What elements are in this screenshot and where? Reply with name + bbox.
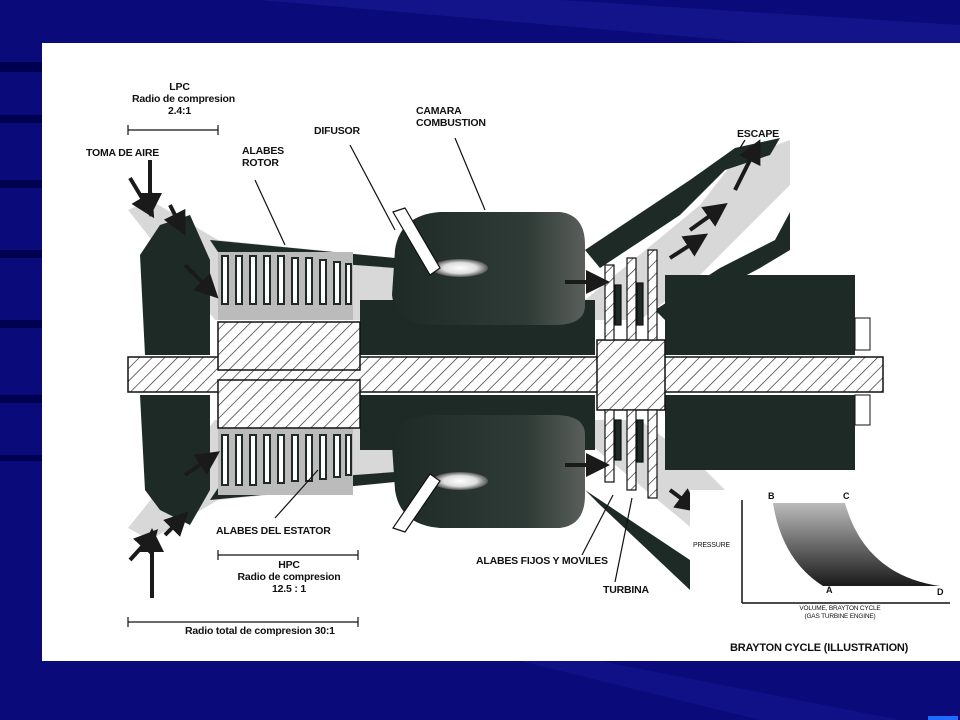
brayton-cycle-area [773,503,940,586]
alabes-fijos-label: ALABES FIJOS Y MOVILES [476,555,608,567]
lower-combustion-chamber [392,415,585,532]
point-c: C [843,491,850,501]
turbine-hub [597,340,665,410]
camara-line1: CAMARA [416,105,462,117]
hpc-label [234,559,344,595]
compressor-drum-lower [218,380,360,428]
hpc-title: HPC [278,559,300,571]
upper-rear-nozzle [855,318,870,350]
camara-combustion-label [416,105,486,129]
upper-turbine-blades [605,250,657,340]
alabes-rotor-label [242,145,284,169]
alabes-estator-label: ALABES DEL ESTATOR [216,525,331,537]
pressure-axis-label: PRESSURE [693,542,730,549]
radio-total-label: Radio total de compresion 30:1 [185,625,335,637]
upper-rear-casing [665,275,855,355]
camara-line2: COMBUSTION [416,117,486,129]
lower-rear-casing [665,395,855,470]
upper-compressor-blades [218,252,353,320]
point-b: B [768,491,775,501]
compressor-drum-upper [218,322,360,370]
alabes-rotor-line1: ALABES [242,145,284,157]
escape-label: ESCAPE [737,128,779,140]
lpc-ratio: 2.4:1 [168,105,191,117]
lower-turbine-blades [605,410,657,498]
lpc-label [132,81,235,117]
lpc-subtitle: Radio de compresion [132,93,235,105]
lpc-title: LPC [169,81,190,93]
brayton-caption: BRAYTON CYCLE (ILLUSTRATION) [730,642,909,654]
brayton-cycle-inset [690,490,960,660]
volume-axis-line2: (GAS TURBINE ENGINE) [804,613,876,620]
brayton-cycle-graph [690,490,960,660]
alabes-rotor-line2: ROTOR [242,157,279,169]
point-a: A [826,585,833,595]
hpc-ratio: 12.5 : 1 [271,583,306,595]
volume-axis-line1: VOLUME, BRAYTON CYCLE [799,605,881,612]
hpc-subtitle: Radio de compresion [237,571,341,583]
difusor-label: DIFUSOR [314,125,360,137]
turbina-label: TURBINA [603,584,649,596]
upper-combustion-chamber [392,208,585,325]
point-d: D [937,587,944,597]
lower-rear-nozzle [855,395,870,425]
toma-de-aire-label: TOMA DE AIRE [86,147,160,159]
volume-axis-label [770,605,910,621]
lower-compressor-blades [218,420,353,495]
